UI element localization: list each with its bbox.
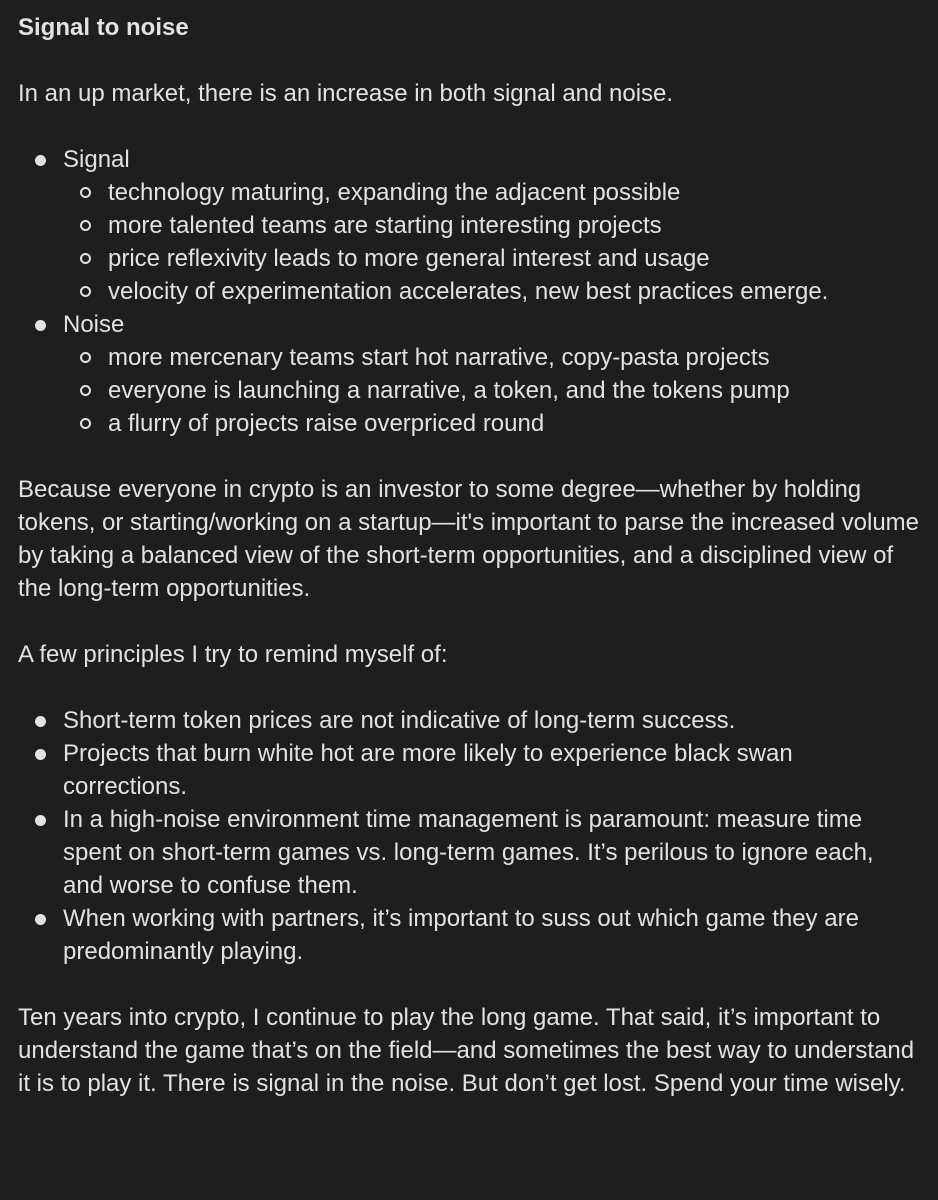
list-item-signal [18,143,920,308]
conclusion-paragraph: Ten years into crypto, I continue to play the long game. That said, it’s important to understand the game that’s on the field—and sometimes the best way to understand it is to play it. There is signal in the noise. But don’t get lost. Spend your time wisely. [18,1004,915,1097]
principle-item [18,902,920,968]
noise-sublist [63,341,920,440]
intro-paragraph: In an up market, there is an increase in both signal and noise. [18,80,674,107]
principle-text: When working with partners, it’s important to suss out which game they are predominantly playing. [63,905,859,965]
list-item [63,209,920,242]
principle-text: Short-term token prices are not indicative of long-term success. [63,707,736,734]
filled-bullet-icon [35,914,46,925]
list-item [63,242,920,275]
signal-noise-list [18,143,920,440]
filled-bullet-icon [35,155,46,166]
list-item-text: a flurry of projects raise overpriced round [108,410,545,437]
principle-item [18,704,920,737]
hollow-bullet-icon [80,253,91,264]
hollow-bullet-icon [80,286,91,297]
investor-paragraph: Because everyone in crypto is an investor to some degree—whether by holding tokens, or starting/working on a startup—it's important to parse the increased volume by taking a balanced view of the short-term opportunities, and a disciplined view of the long-term opportunities. [18,476,920,602]
principle-item [18,803,920,902]
principle-text: Projects that burn white hot are more likely to experience black swan corrections. [63,740,793,800]
list-item [63,176,920,209]
principle-item [18,737,920,803]
list-item [63,341,920,374]
list-item-noise [18,308,920,440]
list-item-label: Noise [63,311,125,338]
hollow-bullet-icon [80,385,91,396]
hollow-bullet-icon [80,220,91,231]
list-item [63,275,920,308]
filled-bullet-icon [35,749,46,760]
filled-bullet-icon [35,716,46,727]
list-item-text: technology maturing, expanding the adjacent possible [108,179,681,206]
list-item-text: price reflexivity leads to more general interest and usage [108,245,710,272]
list-item-text: more mercenary teams start hot narrative, copy-pasta projects [108,344,770,371]
list-item [63,407,920,440]
list-item-text: more talented teams are starting interesting projects [108,212,662,239]
hollow-bullet-icon [80,418,91,429]
hollow-bullet-icon [80,187,91,198]
filled-bullet-icon [35,815,46,826]
principle-text: In a high-noise environment time management is paramount: measure time spent on short-term games vs. long-term games. It’s perilous to ignore each, and worse to confuse them. [63,806,874,899]
list-item-label: Signal [63,146,130,173]
filled-bullet-icon [35,320,46,331]
document-title: Signal to noise [18,14,189,41]
signal-sublist [63,176,920,308]
list-item-text: velocity of experimentation accelerates, new best practices emerge. [108,278,829,305]
hollow-bullet-icon [80,352,91,363]
list-item-text: everyone is launching a narrative, a token, and the tokens pump [108,377,790,404]
principles-intro: A few principles I try to remind myself of: [18,641,448,668]
list-item [63,374,920,407]
principles-list [18,704,920,968]
